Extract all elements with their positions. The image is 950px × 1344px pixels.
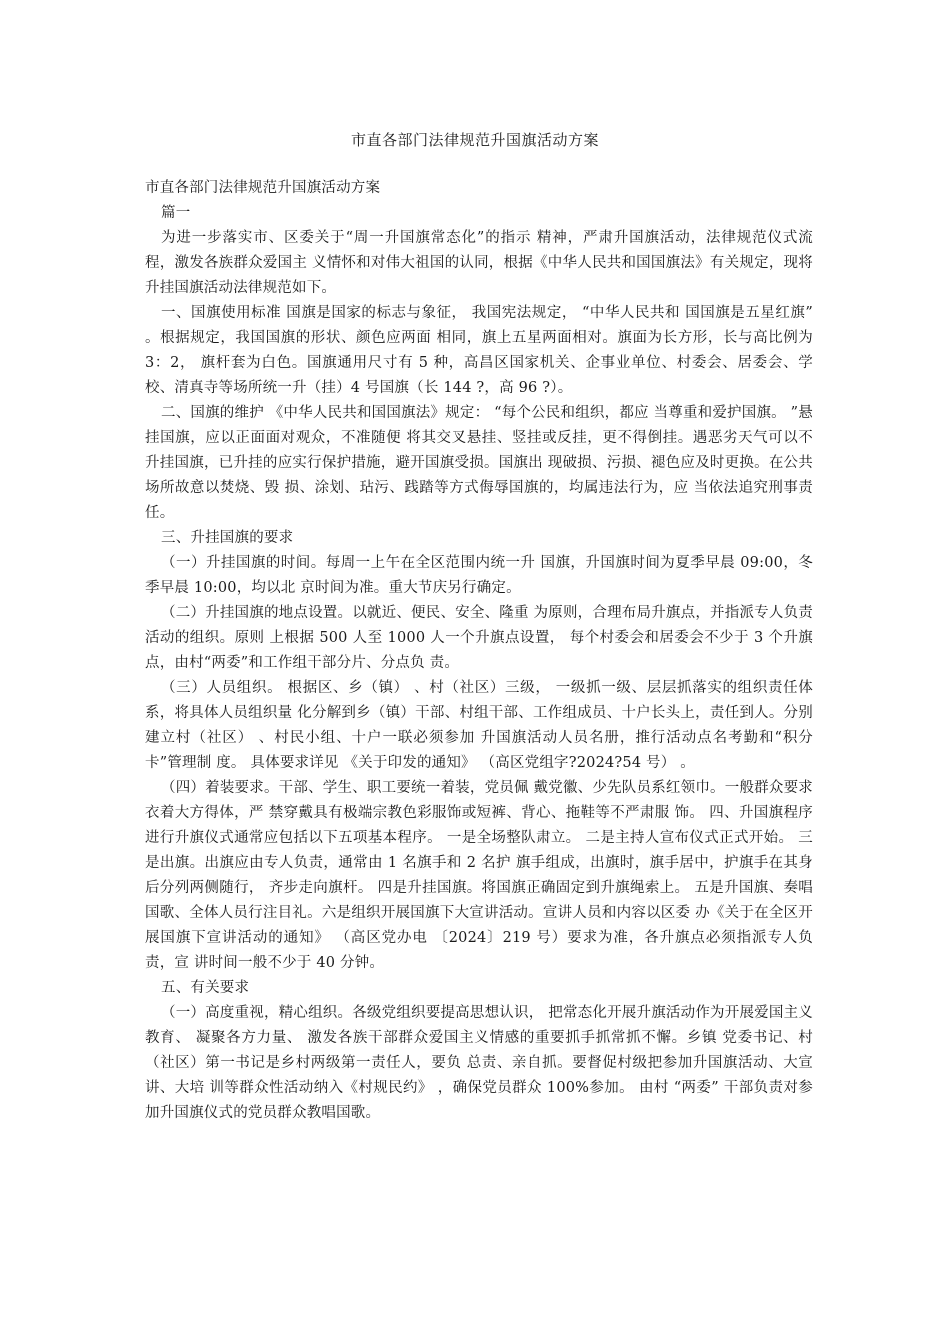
section-3-item-1: （一）升挂国旗的时间。每周一上午在全区范围内统一升 国旗，升国旗时间为夏季早晨 09:00，冬季早晨 10:00，均以北 京时间为准。重大节庆另行确定。: [145, 555, 813, 596]
section-5-heading: 五、有关要求: [161, 980, 250, 996]
document-title: 市直各部门法律规范升国旗活动方案: [350, 131, 599, 149]
section-2-paragraph: 二、国旗的维护 《中华人民共和国国旗法》规定： “每个公民和组织，都应 当尊重和爱护国旗。 ”悬挂国旗，应以正面面对观众，不准随便 将其交叉悬挂、竖挂或反挂，更不得倒挂。遇恶劣天气可以不 升挂国旗，已升挂的应实行保护措施，避开国旗受损。国旗出 现破损、污损、褪色应及时更换。在公共场所故意以焚烧、毁 损、涂划、玷污、践踏等方式侮辱国旗的，均属违法行为，应 当依法追究刑事责任。: [145, 405, 813, 521]
section-3-heading: 三、升挂国旗的要求: [161, 530, 294, 546]
subtitle-paragraph: 市直各部门法律规范升国旗活动方案: [145, 180, 381, 196]
section-3-item-2: （二）升挂国旗的地点设置。以就近、便民、安全、隆重 为原则，合理布局升旗点，并指派专人负责活动的组织。原则 上根据 500 人至 1000 人一个升旗点设置， 每个村委会和居委会不少于 3 个升旗点，由村“两委”和工作组干部分片、分点负 责。: [145, 605, 813, 671]
section-3-item-3: （三）人员组织。 根据区、乡（镇） 、村（社区）三级， 一级抓一级、层层抓落实的组织责任体系，将具体人员组织量 化分解到乡（镇）干部、村组干部、工作组成员、十户长头上，责任到人。分别建立村（社区） 、村民小组、十户一联必须参加 升国旗活动人员名册，推行活动点名考勤和“积分卡”管理制 度。 具体要求详见 《关于印发的通知》 （高区党组字?2024?54 号） 。: [145, 680, 813, 771]
section-5-item-1: （一）高度重视，精心组织。各级党组织要提高思想认识， 把常态化开展升旗活动作为开展爱国主义教育、 凝聚各方力量、 激发各族干部群众爱国主义情感的重要抓手抓常抓不懈。乡镇 党委书记、村（社区）第一书记是乡村两级第一责任人，要负 总责、亲自抓。要督促村级把参加升国旗活动、大宣讲、大培 训等群众性活动纳入《村规民约》 ，确保党员群众 100%参加。 由村 “两委” 干部负责对参加升国旗仪式的党员群众教唱国歌。: [145, 1005, 813, 1121]
intro-paragraph: 为进一步落实市、区委关于“周一升国旗常态化”的指示 精神，严肃升国旗活动，法律规范仪式流程，激发各族群众爱国主 义情怀和对伟大祖国的认同，根据《中华人民共和国国旗法》有关规定，现将升挂国旗活动法律规范如下。: [145, 230, 813, 296]
section-3-item-4: （四）着装要求。干部、学生、职工要统一着装，党员佩 戴党徽、少先队员系红领巾。一般群众要求衣着大方得体，严 禁穿戴具有极端宗教色彩服饰或短裤、背心、拖鞋等不严肃服 饰。 四、升国旗程序 进行升旗仪式通常应包括以下五项基本程序。 一是全场整队肃立。 二是主持人宣布仪式正式开始。 三是出旗。出旗应由专人负责，通常由 1 名旗手和 2 名护 旗手组成，出旗时，旗手居中，护旗手在其身后分列两侧随行， 齐步走向旗杆。 四是升挂国旗。将国旗正确固定到升旗绳索上。 五是升国旗、奏唱国歌、全体人员行注目礼。六是组织开展国旗下大宣讲活动。宣讲人员和内容以区委 办《关于在全区开展国旗下宣讲活动的通知》 （高区党办电 〔2024〕219 号）要求为准，各升旗点必须指派专人负责，宣 讲时间一般不少于 40 分钟。: [145, 780, 813, 971]
section-label-paragraph: 篇一: [161, 205, 191, 221]
document-body: [145, 176, 813, 1126]
section-1-paragraph: 一、国旗使用标准 国旗是国家的标志与象征， 我国宪法规定， “中华人民共和 国国旗是五星红旗” 。根据规定，我国国旗的形状、颜色应两面 相同，旗上五星两面相对。旗面为长方形，长与高比例为 3：2， 旗杆套为白色。国旗通用尺寸有 5 种，高昌区国家机关、企事业单位、村委会、居委会、学校、清真寺等场所统一升（挂）4 号国旗（长 144 ?，高 96 ?）。: [145, 305, 813, 396]
